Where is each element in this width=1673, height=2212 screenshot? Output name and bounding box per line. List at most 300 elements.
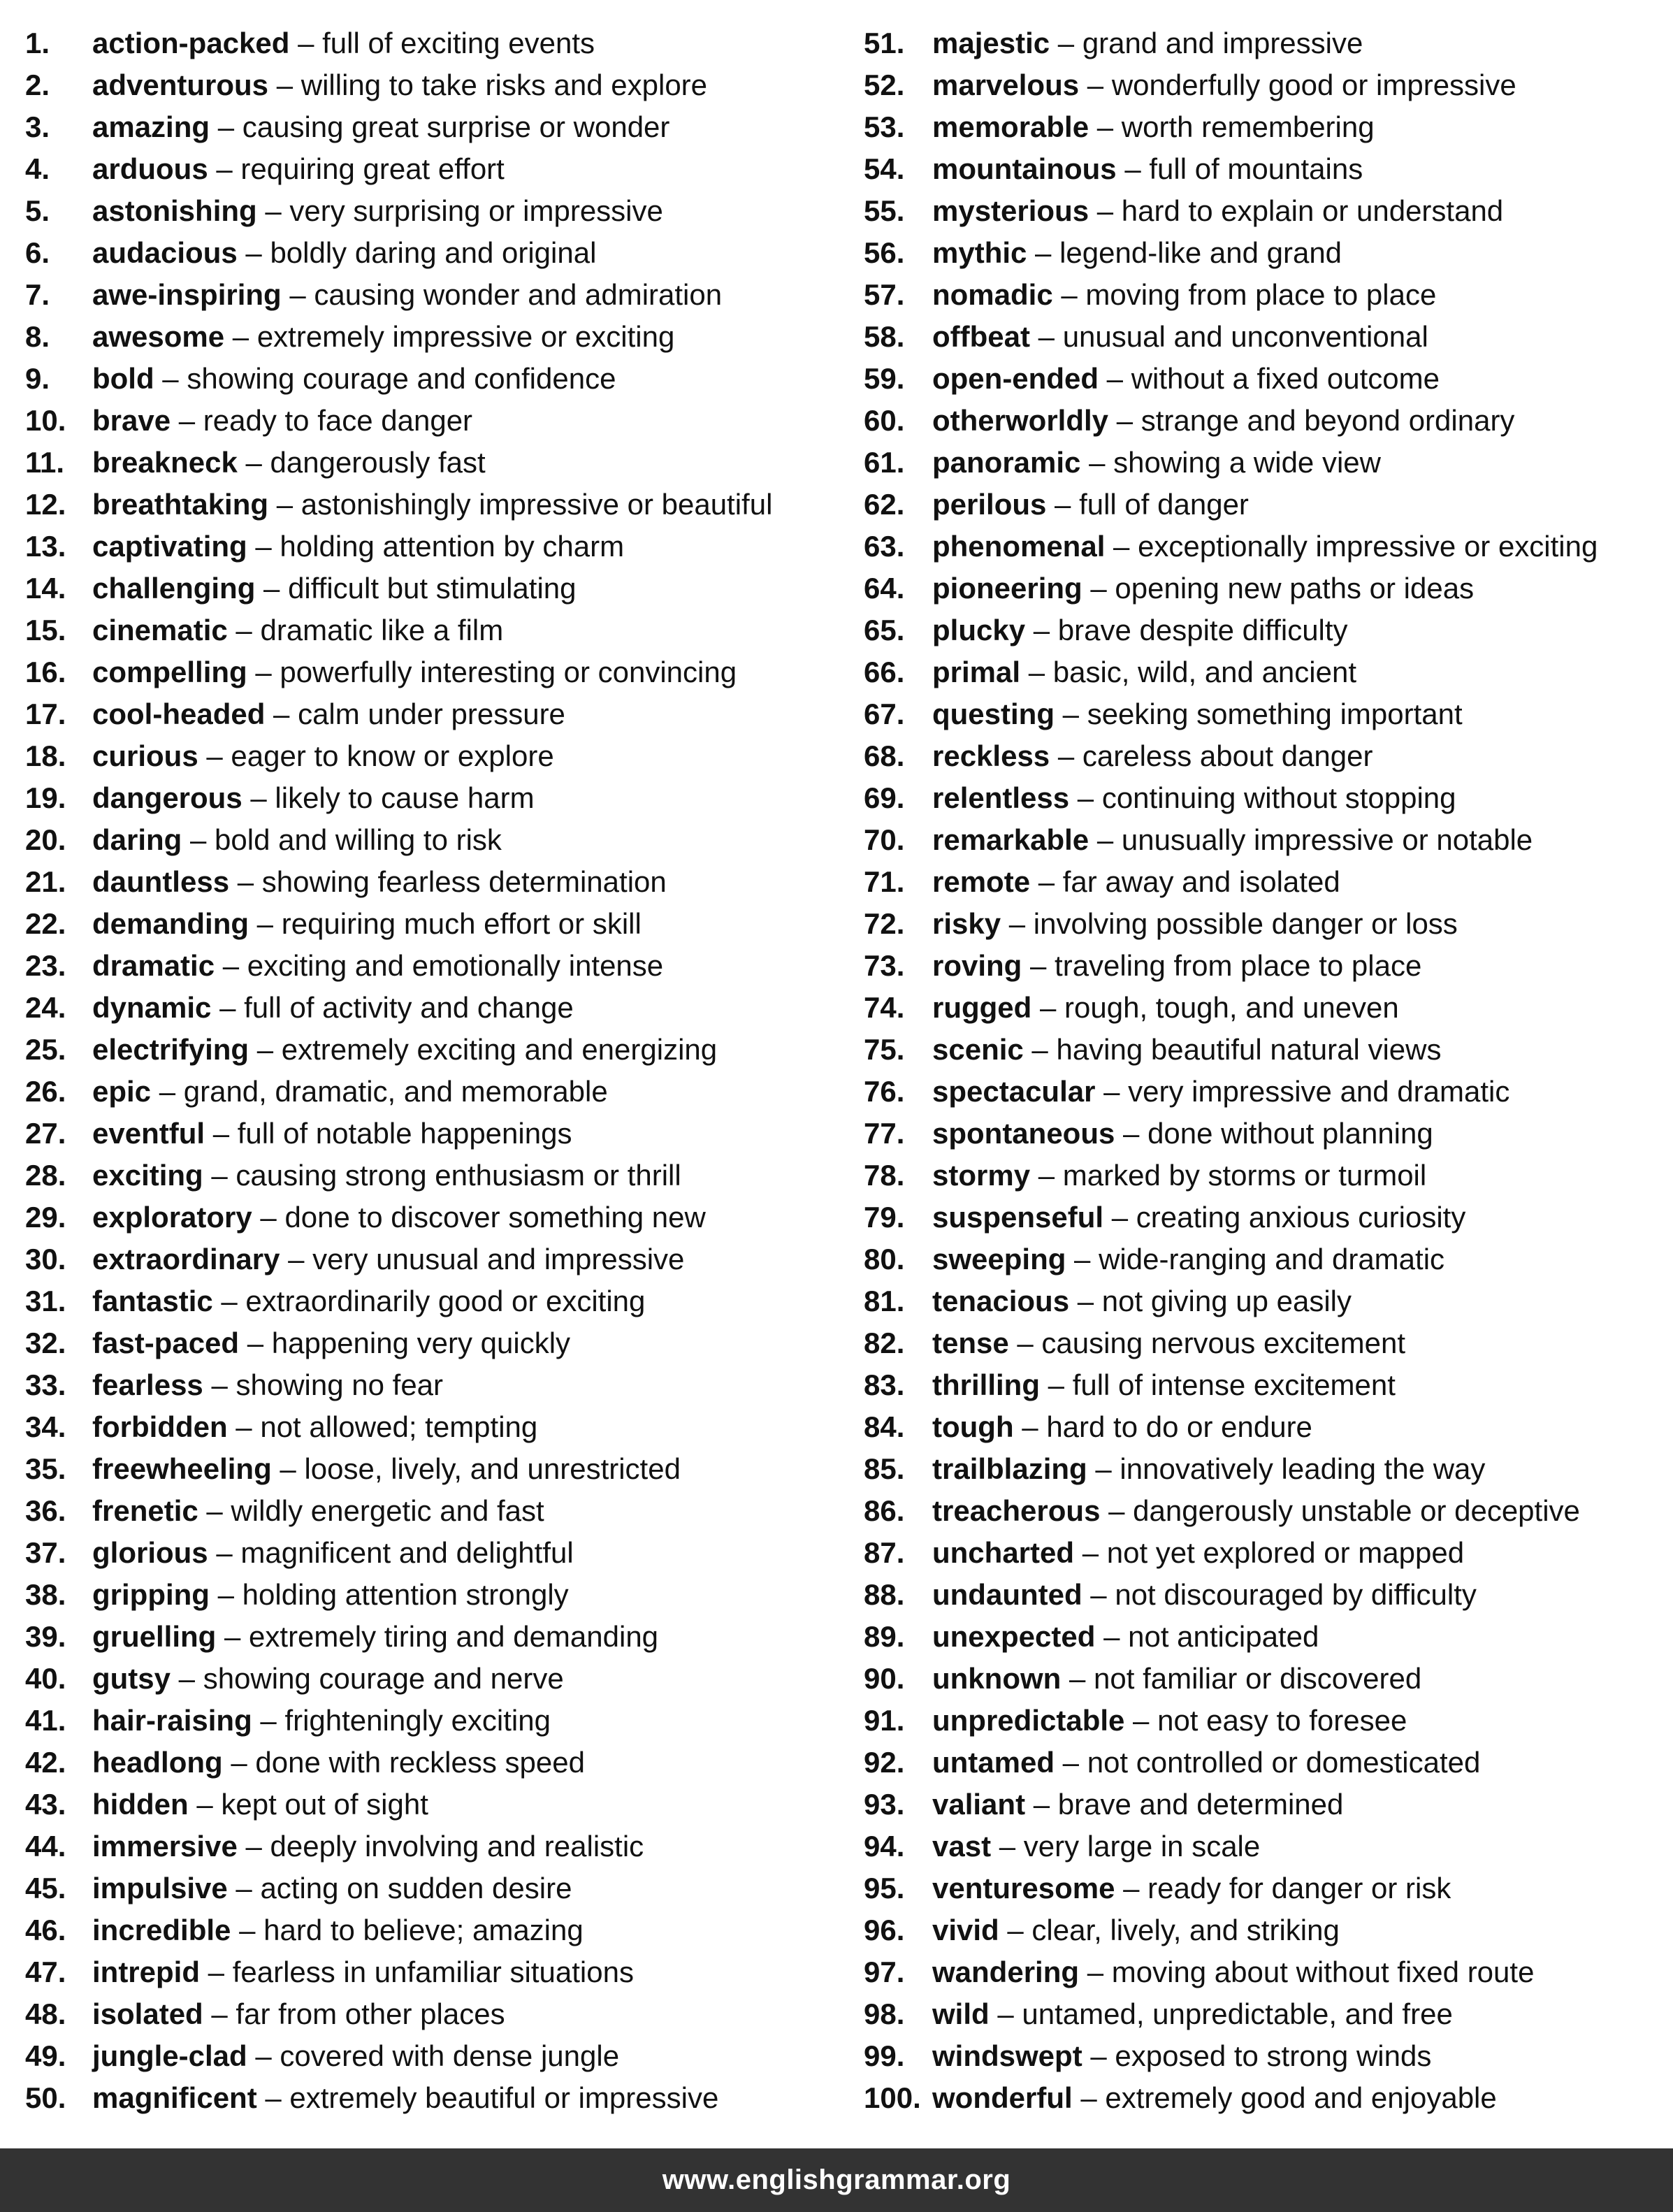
item-word: offbeat: [932, 320, 1030, 353]
item-number: 21.: [25, 865, 66, 898]
item-number: 7.: [25, 278, 50, 311]
item-text: [932, 1826, 1260, 1867]
item-number: 20.: [25, 823, 66, 856]
item-number: 51.: [864, 27, 905, 59]
item-definition: dangerously unstable or deceptive: [1133, 1494, 1580, 1527]
item-dash: –: [227, 1410, 261, 1443]
item-definition: not easy to foresee: [1157, 1704, 1407, 1737]
item-word: exploratory: [92, 1201, 252, 1234]
item-word: plucky: [932, 614, 1026, 646]
item-text: [92, 400, 472, 442]
list-item: [864, 903, 1598, 945]
item-number: 27.: [25, 1117, 66, 1150]
item-definition: holding attention by charm: [280, 530, 625, 563]
list-item: [25, 1532, 772, 1574]
item-word: otherworldly: [932, 404, 1109, 437]
list-item: [864, 148, 1598, 190]
list-item: [864, 609, 1598, 651]
item-word: tense: [932, 1327, 1009, 1359]
item-dash: –: [1100, 1494, 1134, 1527]
item-definition: unusual and unconventional: [1062, 320, 1428, 353]
item-definition: magnificent and delightful: [240, 1536, 574, 1569]
item-number: 34.: [25, 1410, 66, 1443]
list-item: [864, 106, 1598, 148]
item-definition: unusually impressive or notable: [1121, 823, 1533, 856]
list-item: [25, 1238, 772, 1280]
item-text: [92, 1197, 706, 1238]
item-text: [932, 1448, 1485, 1490]
item-number: 100.: [864, 2081, 921, 2114]
item-dash: –: [208, 1536, 241, 1569]
item-word: fearless: [92, 1368, 203, 1401]
item-word: epic: [92, 1075, 152, 1108]
item-text: [932, 1784, 1343, 1826]
item-dash: –: [1023, 1033, 1057, 1066]
item-number: 9.: [25, 362, 50, 395]
list-item: [864, 1322, 1598, 1364]
item-text: [932, 777, 1456, 819]
item-definition: causing strong enthusiasm or thrill: [236, 1159, 681, 1192]
item-number: 43.: [25, 1788, 66, 1821]
item-word: incredible: [92, 1914, 231, 1946]
list-item: [864, 1951, 1598, 1993]
item-dash: –: [247, 656, 280, 688]
item-dash: –: [252, 1704, 285, 1737]
item-definition: very surprising or impressive: [289, 194, 663, 227]
item-number: 56.: [864, 236, 905, 269]
item-dash: –: [239, 1327, 272, 1359]
list-item: [25, 2035, 772, 2077]
item-definition: showing courage and confidence: [187, 362, 616, 395]
list-item: [864, 190, 1598, 232]
list-item: [25, 316, 772, 358]
item-dash: –: [154, 362, 187, 395]
list-item: [864, 1364, 1598, 1406]
item-number: 59.: [864, 362, 905, 395]
item-number: 57.: [864, 278, 905, 311]
item-number: 75.: [864, 1033, 905, 1066]
list-item: [864, 987, 1598, 1029]
item-definition: extremely beautiful or impressive: [289, 2081, 719, 2114]
item-number: 23.: [25, 949, 66, 982]
item-text: [932, 1155, 1426, 1197]
list-item: [25, 1071, 772, 1113]
item-number: 87.: [864, 1536, 905, 1569]
item-word: arduous: [92, 152, 208, 185]
item-number: 55.: [864, 194, 905, 227]
list-item: [864, 861, 1598, 903]
item-dash: –: [224, 320, 257, 353]
item-definition: without a fixed outcome: [1131, 362, 1440, 395]
item-number: 58.: [864, 320, 905, 353]
item-dash: –: [1074, 1536, 1107, 1569]
item-definition: extraordinarily good or exciting: [245, 1285, 646, 1317]
item-number: 10.: [25, 404, 66, 437]
item-definition: full of activity and change: [244, 991, 574, 1024]
item-definition: exposed to strong winds: [1115, 2039, 1432, 2072]
item-text: [92, 1071, 608, 1113]
item-text: [92, 274, 722, 316]
item-number: 4.: [25, 152, 50, 185]
item-text: [932, 1909, 1340, 1951]
item-number: 69.: [864, 781, 905, 814]
item-number: 93.: [864, 1788, 905, 1821]
item-word: memorable: [932, 110, 1089, 143]
item-word: panoramic: [932, 446, 1081, 479]
item-text: [92, 1784, 428, 1826]
item-word: windswept: [932, 2039, 1082, 2072]
item-number: 5.: [25, 194, 50, 227]
item-text: [932, 819, 1533, 861]
item-number: 89.: [864, 1620, 905, 1653]
item-dash: –: [1082, 2039, 1115, 2072]
list-item: [864, 1029, 1598, 1071]
item-word: magnificent: [92, 2081, 257, 2114]
item-dash: –: [1103, 1201, 1136, 1234]
item-definition: very large in scale: [1023, 1830, 1261, 1863]
item-word: wandering: [932, 1956, 1080, 1988]
item-number: 86.: [864, 1494, 905, 1527]
item-text: [932, 22, 1363, 64]
item-text: [92, 2077, 718, 2119]
item-number: 3.: [25, 110, 50, 143]
item-dash: –: [268, 68, 301, 101]
list-item: [25, 1322, 772, 1364]
item-text: [932, 1616, 1319, 1658]
item-text: [92, 1742, 585, 1784]
item-number: 63.: [864, 530, 905, 563]
item-definition: far from other places: [236, 1997, 505, 2030]
item-definition: exciting and emotionally intense: [247, 949, 664, 982]
item-definition: worth remembering: [1121, 110, 1375, 143]
item-word: uncharted: [932, 1536, 1075, 1569]
item-definition: ready to face danger: [203, 404, 473, 437]
item-definition: showing no fear: [236, 1368, 444, 1401]
item-dash: –: [289, 27, 323, 59]
item-text: [92, 1448, 681, 1490]
item-definition: boldly daring and original: [270, 236, 597, 269]
item-text: [932, 1071, 1509, 1113]
item-number: 48.: [25, 1997, 66, 2030]
list-item: [25, 442, 772, 484]
list-item: [864, 1909, 1598, 1951]
item-text: [932, 442, 1381, 484]
item-text: [932, 1993, 1453, 2035]
list-item: [25, 1280, 772, 1322]
item-dash: –: [1089, 194, 1122, 227]
item-dash: –: [280, 1243, 313, 1275]
item-definition: causing great surprise or wonder: [242, 110, 670, 143]
item-dash: –: [991, 1830, 1024, 1863]
item-number: 46.: [25, 1914, 66, 1946]
item-dash: –: [171, 1662, 203, 1695]
item-definition: extremely tiring and demanding: [249, 1620, 659, 1653]
list-item: [25, 232, 772, 274]
item-definition: astonishingly impressive or beautiful: [300, 488, 773, 521]
item-dash: –: [281, 278, 314, 311]
list-item: [25, 22, 772, 64]
item-number: 37.: [25, 1536, 66, 1569]
item-dash: –: [249, 1033, 282, 1066]
item-number: 42.: [25, 1746, 66, 1779]
list-item: [864, 1280, 1598, 1322]
item-definition: eager to know or explore: [231, 739, 554, 772]
item-number: 94.: [864, 1830, 905, 1863]
item-definition: dramatic like a film: [260, 614, 504, 646]
item-text: [92, 358, 616, 400]
item-dash: –: [1046, 488, 1080, 521]
item-definition: hard to explain or understand: [1121, 194, 1504, 227]
item-dash: –: [252, 1201, 285, 1234]
list-item: [864, 1490, 1598, 1532]
item-word: vivid: [932, 1914, 999, 1946]
item-definition: moving about without fixed route: [1111, 1956, 1535, 1988]
item-number: 25.: [25, 1033, 66, 1066]
item-text: [932, 232, 1342, 274]
item-text: [92, 861, 667, 903]
item-dash: –: [222, 1746, 256, 1779]
item-text: [92, 22, 595, 64]
item-dash: –: [1008, 1327, 1042, 1359]
list-item: [864, 22, 1598, 64]
item-definition: requiring great effort: [240, 152, 505, 185]
item-definition: grand and impressive: [1082, 27, 1363, 59]
list-item: [864, 1784, 1598, 1826]
item-dash: –: [208, 152, 241, 185]
list-item: [864, 2035, 1598, 2077]
item-definition: willing to take risks and explore: [300, 68, 708, 101]
item-definition: ready for danger or risk: [1147, 1872, 1451, 1904]
item-text: [932, 1238, 1444, 1280]
list-item: [864, 1742, 1598, 1784]
list-item: [25, 1742, 772, 1784]
item-text: [932, 693, 1463, 735]
list-item: [25, 1909, 772, 1951]
item-definition: marked by storms or turmoil: [1062, 1159, 1427, 1192]
item-text: [92, 1826, 644, 1867]
item-text: [932, 735, 1373, 777]
list-item: [25, 777, 772, 819]
item-definition: moving from place to place: [1085, 278, 1437, 311]
item-word: fantastic: [92, 1285, 213, 1317]
item-word: immersive: [92, 1830, 238, 1863]
item-dash: –: [247, 530, 280, 563]
item-dash: –: [1080, 446, 1114, 479]
item-dash: –: [1022, 949, 1055, 982]
item-text: [92, 987, 574, 1029]
item-number: 19.: [25, 781, 66, 814]
item-word: scenic: [932, 1033, 1024, 1066]
item-word: electrifying: [92, 1033, 249, 1066]
item-number: 71.: [864, 865, 905, 898]
item-text: [92, 1532, 574, 1574]
item-dash: –: [151, 1075, 184, 1108]
item-word: cinematic: [92, 614, 228, 646]
item-text: [932, 568, 1474, 609]
item-text: [92, 1951, 634, 1993]
list-item: [25, 1448, 772, 1490]
item-number: 66.: [864, 656, 905, 688]
item-definition: creating anxious curiosity: [1136, 1201, 1466, 1234]
item-definition: not discouraged by difficulty: [1115, 1578, 1477, 1611]
item-dash: –: [1095, 1075, 1129, 1108]
footer-url[interactable]: www.englishgrammar.org: [662, 2164, 1011, 2195]
item-number: 84.: [864, 1410, 905, 1443]
item-definition: bold and willing to risk: [215, 823, 502, 856]
item-number: 12.: [25, 488, 66, 521]
item-definition: very impressive and dramatic: [1128, 1075, 1510, 1108]
item-text: [92, 651, 737, 693]
item-word: dauntless: [92, 865, 230, 898]
item-text: [932, 148, 1363, 190]
item-text: [932, 2035, 1431, 2077]
item-number: 28.: [25, 1159, 66, 1192]
item-text: [92, 609, 503, 651]
item-text: [92, 945, 663, 987]
item-word: mysterious: [932, 194, 1089, 227]
item-definition: wildly energetic and fast: [231, 1494, 544, 1527]
item-number: 49.: [25, 2039, 66, 2072]
item-word: untamed: [932, 1746, 1055, 1779]
item-dash: –: [1082, 572, 1115, 605]
item-word: jungle-clad: [92, 2039, 247, 2072]
item-text: [92, 1238, 684, 1280]
list-item: [25, 1364, 772, 1406]
item-word: tenacious: [932, 1285, 1070, 1317]
item-number: 24.: [25, 991, 66, 1024]
item-word: trailblazing: [932, 1452, 1087, 1485]
item-text: [932, 1322, 1405, 1364]
item-number: 83.: [864, 1368, 905, 1401]
item-dash: –: [227, 1872, 261, 1904]
item-text: [92, 1406, 537, 1448]
item-dash: –: [999, 1914, 1032, 1946]
item-definition: not giving up easily: [1101, 1285, 1352, 1317]
item-text: [92, 693, 565, 735]
item-word: isolated: [92, 1997, 203, 2030]
list-item: [864, 568, 1598, 609]
item-dash: –: [182, 823, 215, 856]
item-word: hair-raising: [92, 1704, 252, 1737]
item-word: gripping: [92, 1578, 210, 1611]
item-dash: –: [205, 1117, 238, 1150]
item-dash: –: [256, 2081, 290, 2114]
item-dash: –: [1052, 278, 1086, 311]
item-text: [92, 232, 596, 274]
item-number: 92.: [864, 1746, 905, 1779]
item-text: [932, 987, 1399, 1029]
item-number: 65.: [864, 614, 905, 646]
list-item: [864, 1658, 1598, 1700]
item-text: [92, 903, 642, 945]
item-definition: loose, lively, and unrestricted: [304, 1452, 681, 1485]
item-word: gutsy: [92, 1662, 171, 1695]
item-dash: –: [1087, 1452, 1120, 1485]
item-word: relentless: [932, 781, 1070, 814]
item-number: 38.: [25, 1578, 66, 1611]
item-text: [932, 1280, 1352, 1322]
item-definition: done with reckless speed: [255, 1746, 585, 1779]
item-dash: –: [249, 907, 282, 940]
item-number: 79.: [864, 1201, 905, 1234]
item-dash: –: [1099, 362, 1131, 395]
item-word: awesome: [92, 320, 225, 353]
item-definition: not controlled or domesticated: [1087, 1746, 1481, 1779]
item-dash: –: [203, 1997, 236, 2030]
list-item: [25, 1113, 772, 1155]
item-dash: –: [1089, 823, 1122, 856]
list-item: [25, 1616, 772, 1658]
item-number: 50.: [25, 2081, 66, 2114]
list-item: [25, 861, 772, 903]
item-text: [92, 1364, 443, 1406]
list-item: [864, 651, 1598, 693]
list-item: [864, 1197, 1598, 1238]
item-text: [92, 1867, 572, 1909]
item-definition: rough, tough, and uneven: [1064, 991, 1399, 1024]
item-dash: –: [256, 194, 290, 227]
item-text: [932, 1658, 1421, 1700]
item-definition: brave despite difficulty: [1057, 614, 1348, 646]
item-word: marvelous: [932, 68, 1080, 101]
item-number: 99.: [864, 2039, 905, 2072]
item-word: risky: [932, 907, 1001, 940]
item-definition: showing a wide view: [1113, 446, 1381, 479]
item-number: 96.: [864, 1914, 905, 1946]
item-text: [932, 316, 1428, 358]
item-dash: –: [1108, 404, 1141, 437]
item-number: 98.: [864, 1997, 905, 2030]
item-word: pioneering: [932, 572, 1082, 605]
item-number: 11.: [25, 446, 65, 479]
item-text: [932, 651, 1356, 693]
item-dash: –: [1105, 530, 1138, 563]
item-number: 82.: [864, 1327, 905, 1359]
item-number: 52.: [864, 68, 905, 101]
item-text: [92, 526, 624, 568]
list-item: [864, 484, 1598, 526]
item-dash: –: [1001, 907, 1034, 940]
item-word: dynamic: [92, 991, 212, 1024]
item-definition: acting on sudden desire: [260, 1872, 572, 1904]
item-word: fast-paced: [92, 1327, 240, 1359]
item-definition: requiring much effort or skill: [281, 907, 642, 940]
item-definition: deeply involving and realistic: [270, 1830, 644, 1863]
item-dash: –: [188, 1788, 222, 1821]
item-text: [932, 1532, 1464, 1574]
list-item: [25, 1993, 772, 2035]
item-word: spontaneous: [932, 1117, 1115, 1150]
list-item: [864, 358, 1598, 400]
item-number: 64.: [864, 572, 905, 605]
item-text: [92, 148, 505, 190]
item-dash: –: [237, 236, 270, 269]
item-word: extraordinary: [92, 1243, 280, 1275]
list-item: [864, 1113, 1598, 1155]
item-word: remote: [932, 865, 1031, 898]
item-word: unexpected: [932, 1620, 1096, 1653]
item-word: impulsive: [92, 1872, 228, 1904]
item-text: [92, 1322, 570, 1364]
item-text: [932, 274, 1436, 316]
item-dash: –: [242, 781, 275, 814]
item-dash: –: [1079, 68, 1112, 101]
item-definition: full of exciting events: [322, 27, 595, 59]
item-dash: –: [237, 446, 270, 479]
list-item: [25, 358, 772, 400]
list-item: [864, 735, 1598, 777]
item-word: sweeping: [932, 1243, 1066, 1275]
